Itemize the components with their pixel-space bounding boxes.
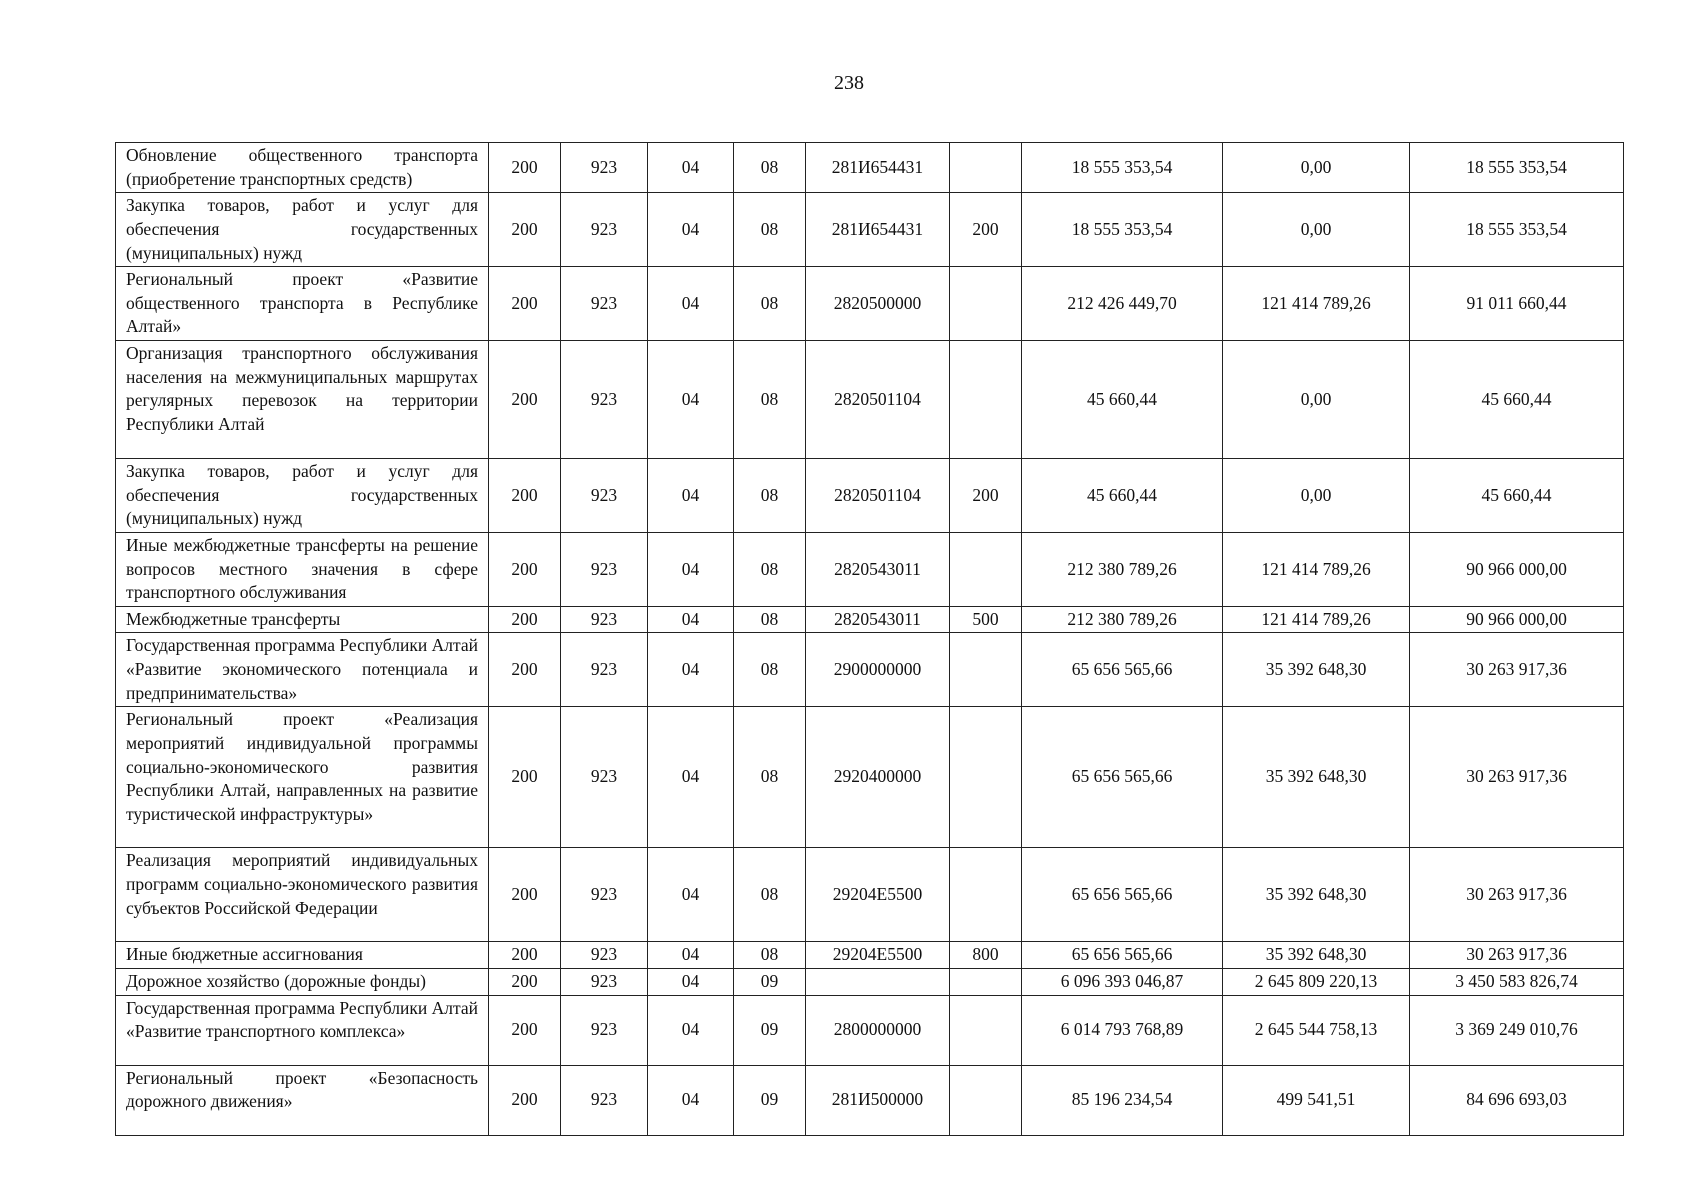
row-adm: 923 <box>561 1065 648 1135</box>
row-rz: 04 <box>648 459 734 533</box>
row-sum2: 499 541,51 <box>1223 1065 1410 1135</box>
row-csr: 2820500000 <box>806 267 950 341</box>
table-row <box>116 143 1624 193</box>
row-adm: 923 <box>561 995 648 1065</box>
row-gr: 200 <box>489 606 561 633</box>
row-rz: 04 <box>648 193 734 267</box>
row-sum3: 30 263 917,36 <box>1410 942 1624 969</box>
row-sum3: 84 696 693,03 <box>1410 1065 1624 1135</box>
row-csr: 2900000000 <box>806 633 950 707</box>
row-name: Иные бюджетные ассигнования <box>116 942 489 969</box>
table-row <box>116 532 1624 606</box>
table-row <box>116 707 1624 848</box>
row-csr: 281И500000 <box>806 1065 950 1135</box>
row-sum3: 18 555 353,54 <box>1410 193 1624 267</box>
row-adm: 923 <box>561 267 648 341</box>
row-sum2: 121 414 789,26 <box>1223 606 1410 633</box>
row-pr: 08 <box>734 341 806 459</box>
row-name: Организация транспортного обслуживания населения на межмуниципальных маршрутах регулярных перевозок на территории Республики Алтай <box>116 341 489 459</box>
row-gr: 200 <box>489 707 561 848</box>
table-row <box>116 848 1624 942</box>
row-rz: 04 <box>648 707 734 848</box>
row-rz: 04 <box>648 532 734 606</box>
row-name: Иные межбюджетные трансферты на решение вопросов местного значения в сфере транспортного обслуживания <box>116 532 489 606</box>
row-gr: 200 <box>489 995 561 1065</box>
row-pr: 09 <box>734 995 806 1065</box>
row-sum2: 121 414 789,26 <box>1223 532 1410 606</box>
row-adm: 923 <box>561 532 648 606</box>
row-total: 65 656 565,66 <box>1022 707 1223 848</box>
row-total: 212 380 789,26 <box>1022 532 1223 606</box>
row-adm: 923 <box>561 633 648 707</box>
row-total: 18 555 353,54 <box>1022 143 1223 193</box>
row-vr <box>950 143 1022 193</box>
row-name: Закупка товаров, работ и услуг для обеспечения государственных (муниципальных) нужд <box>116 193 489 267</box>
row-adm: 923 <box>561 848 648 942</box>
row-sum3: 30 263 917,36 <box>1410 633 1624 707</box>
row-vr: 200 <box>950 459 1022 533</box>
row-sum2: 121 414 789,26 <box>1223 267 1410 341</box>
row-sum2: 2 645 809 220,13 <box>1223 968 1410 995</box>
row-vr <box>950 848 1022 942</box>
row-total: 65 656 565,66 <box>1022 848 1223 942</box>
row-gr: 200 <box>489 459 561 533</box>
row-sum2: 35 392 648,30 <box>1223 707 1410 848</box>
row-pr: 08 <box>734 707 806 848</box>
row-vr: 500 <box>950 606 1022 633</box>
row-total: 85 196 234,54 <box>1022 1065 1223 1135</box>
row-adm: 923 <box>561 606 648 633</box>
row-total: 212 380 789,26 <box>1022 606 1223 633</box>
row-pr: 09 <box>734 968 806 995</box>
row-sum3: 91 011 660,44 <box>1410 267 1624 341</box>
row-pr: 08 <box>734 267 806 341</box>
row-rz: 04 <box>648 633 734 707</box>
row-name: Государственная программа Республики Алтай «Развитие экономического потенциала и предпринимательства» <box>116 633 489 707</box>
row-rz: 04 <box>648 143 734 193</box>
row-sum3: 45 660,44 <box>1410 459 1624 533</box>
row-sum3: 90 966 000,00 <box>1410 606 1624 633</box>
row-name: Региональный проект «Реализация мероприятий индивидуальной программы социально-экономического развития Республики Алтай, направленных на развитие туристической инфраструктуры» <box>116 707 489 848</box>
row-rz: 04 <box>648 968 734 995</box>
table-row <box>116 995 1624 1065</box>
row-sum3: 90 966 000,00 <box>1410 532 1624 606</box>
row-sum3: 30 263 917,36 <box>1410 848 1624 942</box>
table-row <box>116 341 1624 459</box>
row-name: Региональный проект «Развитие общественного транспорта в Республике Алтай» <box>116 267 489 341</box>
row-adm: 923 <box>561 193 648 267</box>
row-sum3: 3 369 249 010,76 <box>1410 995 1624 1065</box>
row-csr: 2820543011 <box>806 606 950 633</box>
row-vr: 200 <box>950 193 1022 267</box>
row-total: 65 656 565,66 <box>1022 633 1223 707</box>
table-row <box>116 968 1624 995</box>
row-name: Обновление общественного транспорта (приобретение транспортных средств) <box>116 143 489 193</box>
row-sum3: 30 263 917,36 <box>1410 707 1624 848</box>
row-vr <box>950 532 1022 606</box>
row-csr: 2820501104 <box>806 341 950 459</box>
row-total: 65 656 565,66 <box>1022 942 1223 969</box>
row-sum2: 35 392 648,30 <box>1223 633 1410 707</box>
row-csr <box>806 968 950 995</box>
row-pr: 08 <box>734 143 806 193</box>
row-sum3: 3 450 583 826,74 <box>1410 968 1624 995</box>
page-number: 238 <box>834 72 864 94</box>
row-adm: 923 <box>561 459 648 533</box>
table-row <box>116 633 1624 707</box>
row-total: 45 660,44 <box>1022 341 1223 459</box>
row-adm: 923 <box>561 143 648 193</box>
row-csr: 2820501104 <box>806 459 950 533</box>
row-csr: 281И654431 <box>806 193 950 267</box>
row-sum2: 0,00 <box>1223 459 1410 533</box>
row-csr: 29204E5500 <box>806 848 950 942</box>
row-csr: 2800000000 <box>806 995 950 1065</box>
row-vr <box>950 968 1022 995</box>
row-gr: 200 <box>489 532 561 606</box>
row-vr <box>950 707 1022 848</box>
row-gr: 200 <box>489 848 561 942</box>
row-rz: 04 <box>648 606 734 633</box>
row-adm: 923 <box>561 968 648 995</box>
row-vr <box>950 633 1022 707</box>
row-gr: 200 <box>489 942 561 969</box>
row-pr: 08 <box>734 606 806 633</box>
row-vr <box>950 267 1022 341</box>
row-name: Реализация мероприятий индивидуальных программ социально-экономического развития субъектов Российской Федерации <box>116 848 489 942</box>
row-adm: 923 <box>561 707 648 848</box>
row-rz: 04 <box>648 942 734 969</box>
table-row <box>116 942 1624 969</box>
row-pr: 08 <box>734 633 806 707</box>
row-rz: 04 <box>648 1065 734 1135</box>
row-vr <box>950 1065 1022 1135</box>
row-gr: 200 <box>489 341 561 459</box>
row-sum2: 35 392 648,30 <box>1223 848 1410 942</box>
row-rz: 04 <box>648 995 734 1065</box>
row-pr: 08 <box>734 459 806 533</box>
row-sum2: 0,00 <box>1223 341 1410 459</box>
table-row <box>116 459 1624 533</box>
row-gr: 200 <box>489 633 561 707</box>
row-gr: 200 <box>489 267 561 341</box>
row-csr: 2820543011 <box>806 532 950 606</box>
row-vr <box>950 995 1022 1065</box>
row-name: Государственная программа Республики Алтай «Развитие транспортного комплекса» <box>116 995 489 1065</box>
table-body <box>116 143 1624 1136</box>
row-name: Закупка товаров, работ и услуг для обеспечения государственных (муниципальных) нужд <box>116 459 489 533</box>
row-name: Региональный проект «Безопасность дорожного движения» <box>116 1065 489 1135</box>
row-vr: 800 <box>950 942 1022 969</box>
row-gr: 200 <box>489 143 561 193</box>
budget-table <box>115 142 1624 1136</box>
row-pr: 08 <box>734 532 806 606</box>
row-total: 212 426 449,70 <box>1022 267 1223 341</box>
row-rz: 04 <box>648 267 734 341</box>
row-sum2: 0,00 <box>1223 143 1410 193</box>
row-rz: 04 <box>648 848 734 942</box>
row-csr: 281И654431 <box>806 143 950 193</box>
row-pr: 08 <box>734 942 806 969</box>
row-pr: 08 <box>734 193 806 267</box>
row-total: 6 014 793 768,89 <box>1022 995 1223 1065</box>
row-rz: 04 <box>648 341 734 459</box>
row-gr: 200 <box>489 193 561 267</box>
row-csr: 2920400000 <box>806 707 950 848</box>
row-gr: 200 <box>489 1065 561 1135</box>
row-name: Дорожное хозяйство (дорожные фонды) <box>116 968 489 995</box>
row-vr <box>950 341 1022 459</box>
row-sum2: 35 392 648,30 <box>1223 942 1410 969</box>
row-pr: 08 <box>734 848 806 942</box>
row-sum2: 2 645 544 758,13 <box>1223 995 1410 1065</box>
row-total: 18 555 353,54 <box>1022 193 1223 267</box>
row-sum3: 45 660,44 <box>1410 341 1624 459</box>
row-adm: 923 <box>561 341 648 459</box>
row-sum3: 18 555 353,54 <box>1410 143 1624 193</box>
row-csr: 29204E5500 <box>806 942 950 969</box>
row-sum2: 0,00 <box>1223 193 1410 267</box>
row-name: Межбюджетные трансферты <box>116 606 489 633</box>
row-adm: 923 <box>561 942 648 969</box>
row-pr: 09 <box>734 1065 806 1135</box>
table-row <box>116 193 1624 267</box>
table-row <box>116 606 1624 633</box>
row-gr: 200 <box>489 968 561 995</box>
row-total: 45 660,44 <box>1022 459 1223 533</box>
row-total: 6 096 393 046,87 <box>1022 968 1223 995</box>
table-row <box>116 267 1624 341</box>
table-row <box>116 1065 1624 1135</box>
